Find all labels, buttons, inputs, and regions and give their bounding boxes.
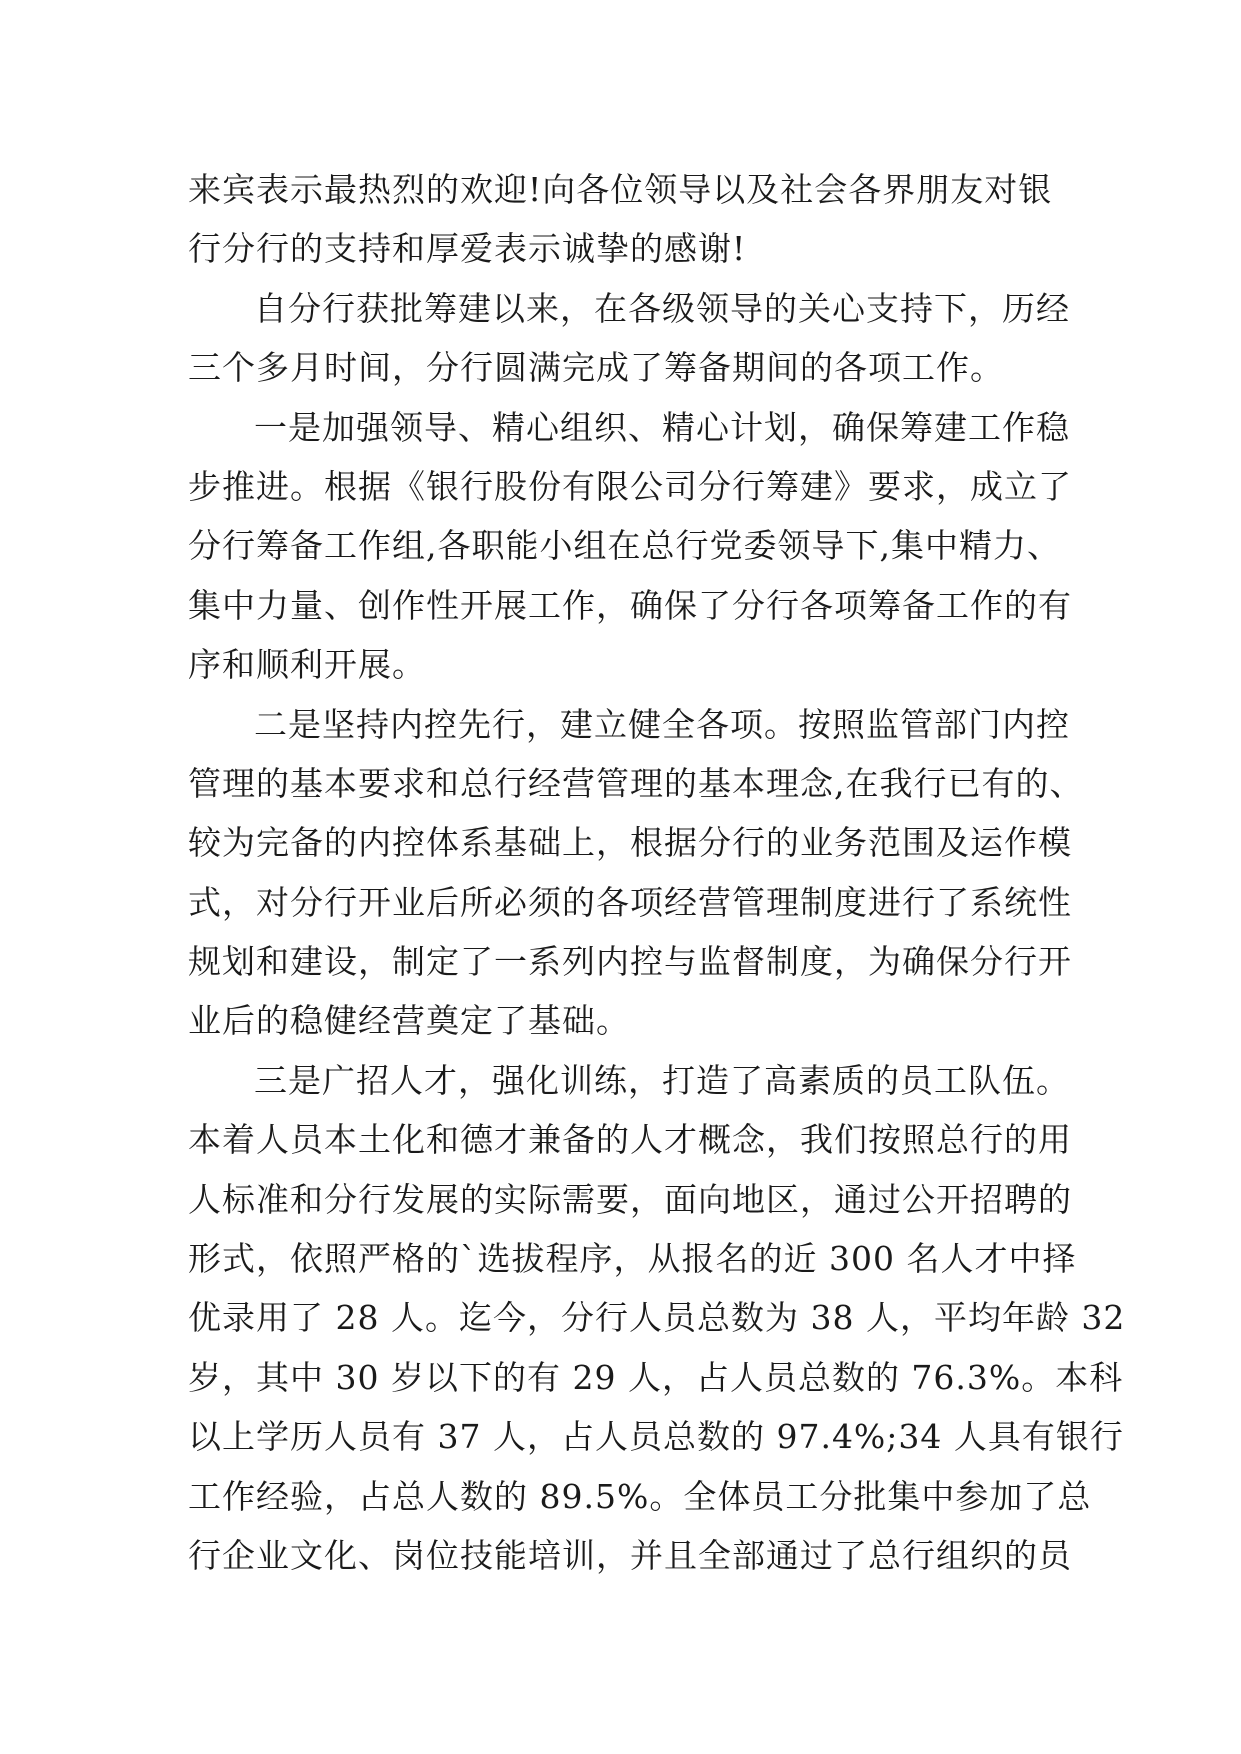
text-line: 较为完备的内控体系基础上，根据分行的业务范围及运作模 [188, 823, 1072, 863]
text-line: 行分行的支持和厚爱表示诚挚的感谢! [188, 229, 747, 269]
text-line: 岁，其中 30 岁以下的有 29 人，占人员总数的 76.3%。本科 [188, 1357, 1124, 1397]
text-line: 以上学历人员有 37 人，占人员总数的 97.4%;34 人具有银行 [188, 1417, 1124, 1457]
paragraph-start-line: 一是加强领导、精心组织、精心计划，确保筹建工作稳 [254, 407, 1070, 447]
text-line: 本着人员本土化和德才兼备的人才概念，我们按照总行的用 [188, 1120, 1072, 1160]
text-line: 序和顺利开展。 [188, 645, 426, 685]
text-line: 分行筹备工作组,各职能小组在总行党委领导下,集中精力、 [188, 526, 1061, 566]
text-line: 行企业文化、岗位技能培训，并且全部通过了总行组织的员 [188, 1535, 1072, 1575]
text-line: 工作经验，占总人数的 89.5%。全体员工分批集中参加了总 [188, 1476, 1092, 1516]
text-line: 业后的稳健经营奠定了基础。 [188, 1001, 630, 1041]
text-line: 式，对分行开业后所必须的各项经营管理制度进行了系统性 [188, 882, 1072, 922]
text-line: 优录用了 28 人。迄今，分行人员总数为 38 人，平均年龄 32 [188, 1298, 1126, 1338]
text-line: 集中力量、创作性开展工作，确保了分行各项筹备工作的有 [188, 585, 1072, 625]
paragraph-start-line: 二是坚持内控先行，建立健全各项。按照监管部门内控 [254, 704, 1070, 744]
body-text [188, 160, 1126, 1585]
paragraph-start-line: 三是广招人才，强化训练，打造了高素质的员工队伍。 [254, 1060, 1070, 1100]
text-line: 三个多月时间，分行圆满完成了筹备期间的各项工作。 [188, 348, 1004, 388]
text-line: 形式，依照严格的`选拔程序，从报名的近 300 名人才中择 [188, 1239, 1077, 1279]
text-line: 步推进。根据《银行股份有限公司分行筹建》要求，成立了 [188, 466, 1072, 506]
text-line: 规划和建设，制定了一系列内控与监督制度，为确保分行开 [188, 942, 1072, 982]
text-line: 人标准和分行发展的实际需要，面向地区，通过公开招聘的 [188, 1179, 1072, 1219]
text-line: 来宾表示最热烈的欢迎!向各位领导以及社会各界朋友对银 [188, 170, 1053, 209]
text-line: 管理的基本要求和总行经营管理的基本理念,在我行已有的、 [188, 763, 1084, 803]
paragraph-start-line: 自分行获批筹建以来，在各级领导的关心支持下，历经 [254, 288, 1070, 328]
